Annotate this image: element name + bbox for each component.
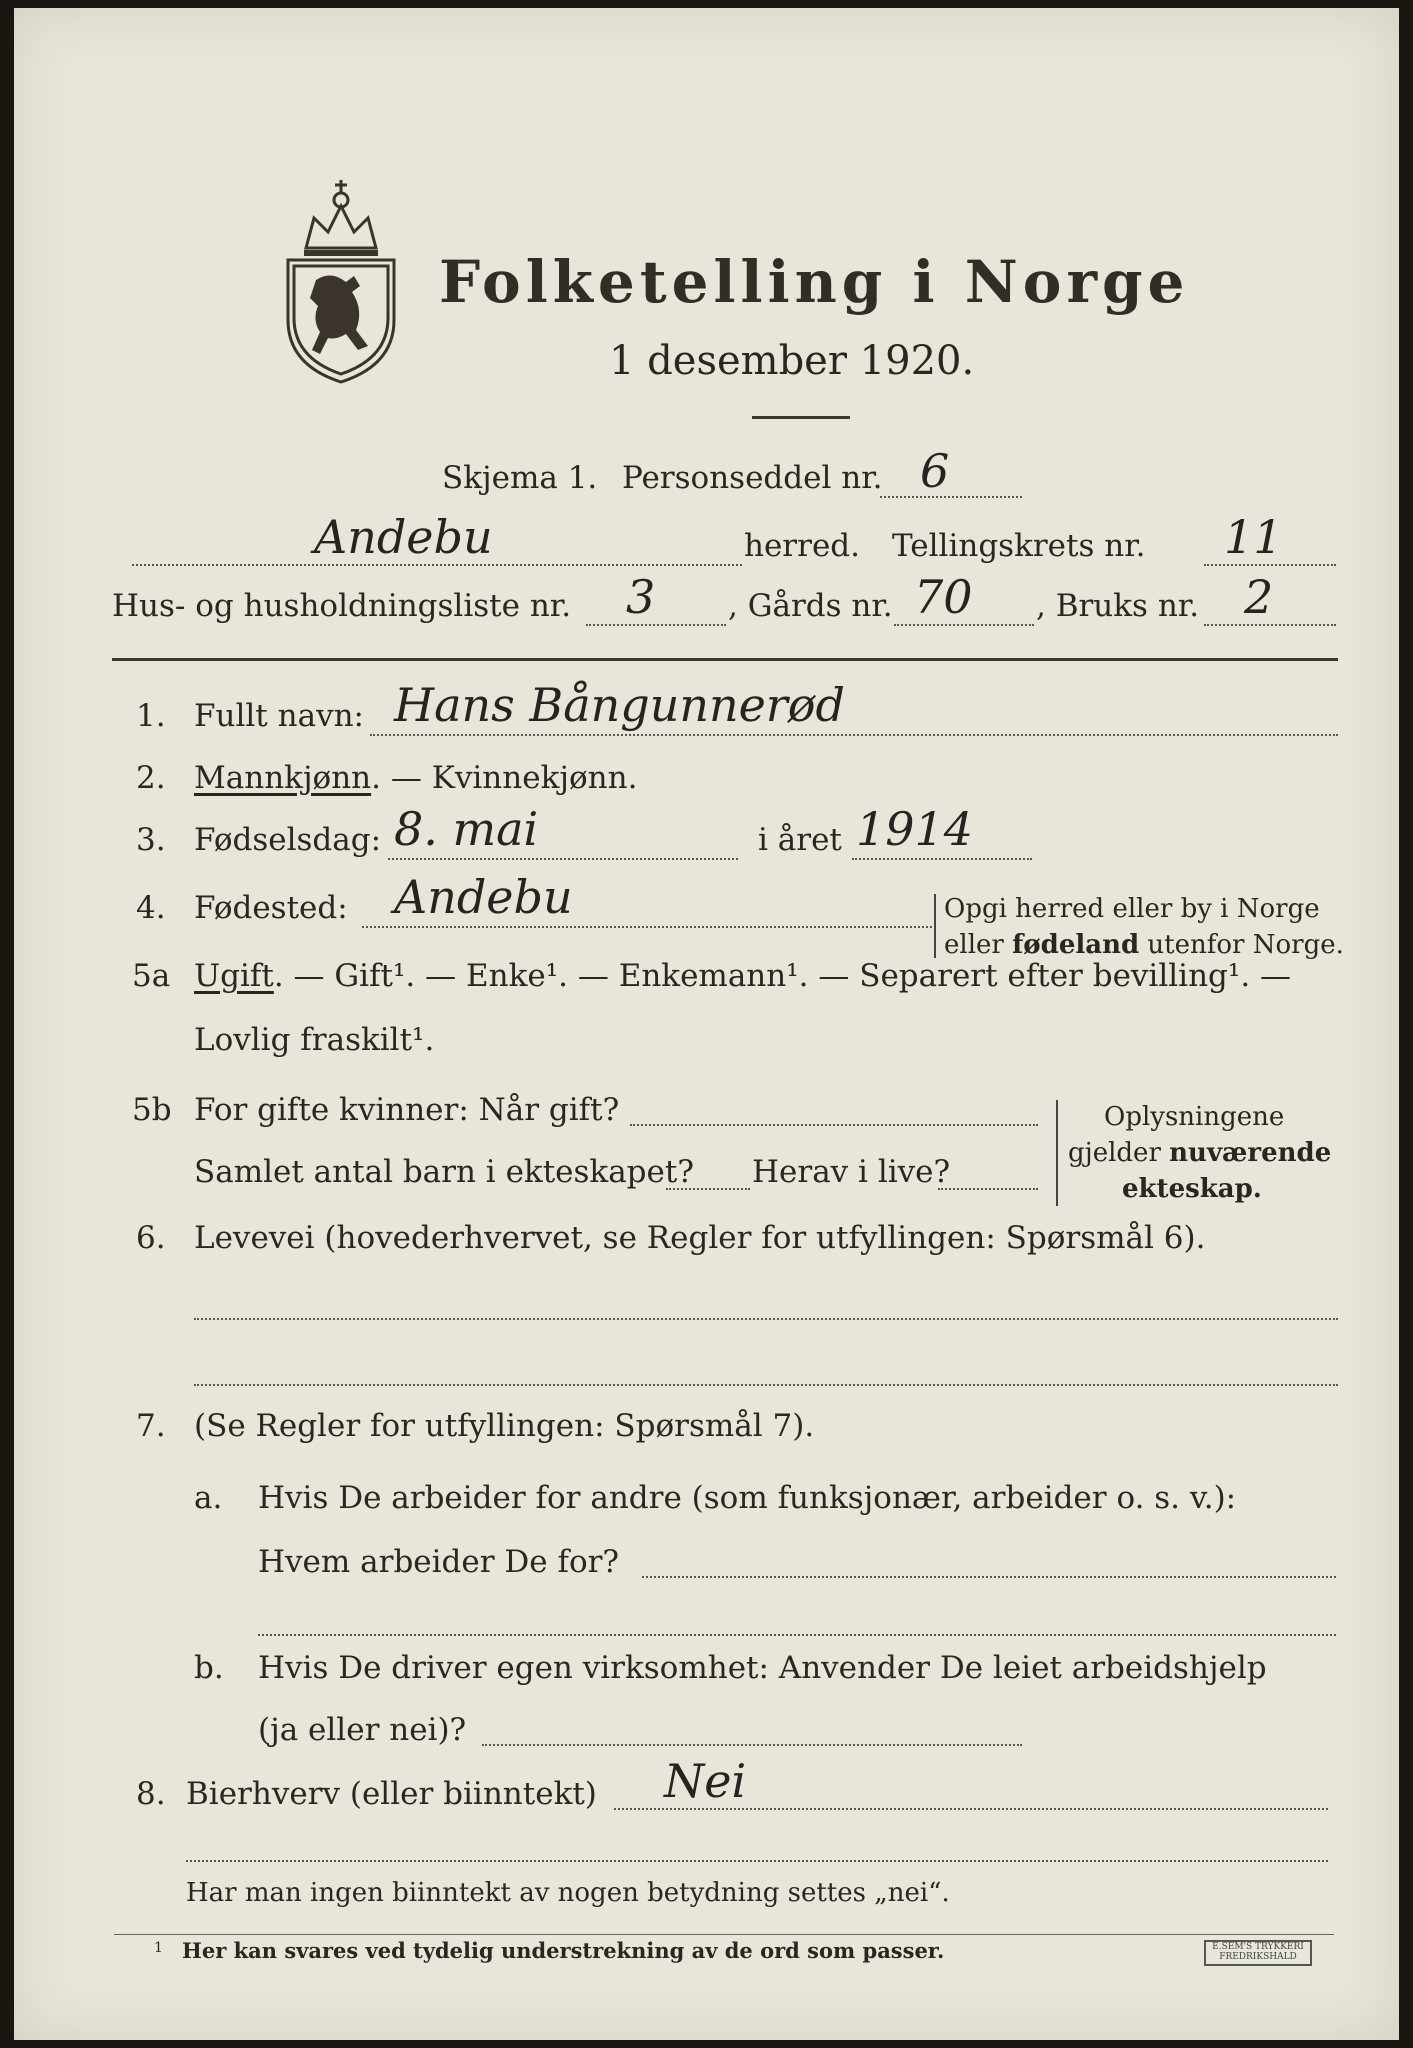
hus-value: 3 (626, 570, 656, 624)
header-rule (112, 658, 1338, 661)
footnote-text: Her kan svares ved tydelig understrekning av de ord som passer. (182, 1938, 945, 1963)
q5b-note-line3: ekteskap. (1122, 1174, 1262, 1204)
q5a-other-options: . — Gift¹. — Enke¹. — Enkemann¹. — Separert efter bevilling¹. — (273, 958, 1292, 994)
q2-separator: . — (371, 760, 432, 796)
q6-line1 (194, 1318, 1338, 1320)
q4-line (362, 926, 932, 928)
q4-note-line2: eller fødeland utenfor Norge. (944, 930, 1344, 960)
q2-end: . (627, 760, 638, 796)
q1-number: 1. (136, 698, 166, 734)
q6-label: Levevei (hovederhvervet, se Regler for utfyllingen: Spørsmål 6). (194, 1220, 1206, 1256)
tellingskrets-label: Tellingskrets nr. (892, 528, 1146, 564)
q4-note-brace (934, 894, 936, 958)
printer-stamp: E.SEM'S TRYKKERI FREDRIKSHALD (1204, 1940, 1312, 1966)
q3-label: Fødselsdag: (194, 822, 382, 858)
q5b-number: 5b (132, 1092, 172, 1128)
footnote-mark: 1 (154, 1940, 163, 1956)
q4-label: Fødested: (194, 890, 348, 926)
bruks-line (1204, 624, 1336, 626)
form-title: Folketelling i Norge (439, 248, 1190, 316)
personseddel-value: 6 (920, 444, 950, 498)
hus-line (586, 624, 726, 626)
q7a-label2: Hvem arbeider De for? (258, 1544, 620, 1580)
q7b-line (482, 1744, 1022, 1746)
tellingskrets-line (1204, 564, 1336, 566)
q5a-ugift-option: Ugift (194, 958, 274, 994)
q2-number: 2. (136, 760, 166, 796)
q5b-label1: For gifte kvinner: Når gift? (194, 1092, 620, 1128)
gards-line (894, 624, 1034, 626)
q7b-label2: (ja eller nei)? (258, 1712, 467, 1748)
q7-number: 7. (136, 1408, 166, 1444)
gards-value: 70 (914, 570, 973, 624)
q1-line (370, 734, 1338, 736)
q5a-number: 5a (132, 958, 171, 994)
q5b-married-line (630, 1124, 1038, 1126)
gards-label: , Gårds nr. (728, 588, 893, 624)
q5b-label3: Herav i live? (752, 1154, 951, 1190)
q4-note-line1: Opgi herred eller by i Norge (944, 894, 1320, 924)
q8-label: Bierhverv (eller biinntekt) (186, 1776, 597, 1812)
q8-value: Nei (664, 1754, 747, 1808)
q5b-children-line (666, 1188, 750, 1190)
q3-year-line (852, 858, 1032, 860)
q5b-note-line1: Oplysningene (1104, 1102, 1285, 1132)
q7b-letter: b. (194, 1650, 224, 1686)
schema-label: Skjema 1. (442, 460, 598, 496)
q2-female-option: Kvinnekjønn (431, 760, 628, 796)
q4-birthplace: Andebu (394, 870, 573, 924)
herred-value: Andebu (314, 510, 493, 564)
q5b-alive-line (938, 1188, 1038, 1190)
q3-year: 1914 (856, 802, 974, 856)
q7b-label1: Hvis De driver egen virksomhet: Anvender De leiet arbeidshjelp (258, 1650, 1267, 1686)
q5b-label2: Samlet antal barn i ekteskapet? (194, 1154, 694, 1190)
q3-year-label: i året (758, 822, 842, 858)
herred-label: herred. (744, 528, 860, 564)
census-form-sheet (14, 8, 1399, 2040)
q5a-options (194, 958, 1291, 994)
q2-male-option: Mannkjønn (194, 760, 372, 796)
q7a-line2 (258, 1634, 1336, 1636)
q3-line (388, 858, 738, 860)
title-divider (752, 416, 850, 419)
q1-full-name: Hans Bångunnerød (394, 678, 845, 732)
herred-line (132, 564, 742, 566)
q7a-letter: a. (194, 1480, 223, 1516)
census-date: 1 desember 1920. (609, 338, 975, 384)
q2-options (194, 760, 637, 796)
q6-number: 6. (136, 1220, 166, 1256)
q5b-note-line2: gjelder nuværende (1068, 1138, 1332, 1168)
personseddel-line (880, 496, 1022, 498)
q6-line2 (194, 1384, 1338, 1386)
bruks-value: 2 (1244, 570, 1274, 624)
q4-number: 4. (136, 890, 166, 926)
tellingskrets-value: 11 (1224, 510, 1283, 564)
q7-label: (Se Regler for utfyllingen: Spørsmål 7). (194, 1408, 815, 1444)
q8-number: 8. (136, 1776, 166, 1812)
personseddel-label: Personseddel nr. (622, 460, 883, 496)
q5a-line2: Lovlig fraskilt¹. (194, 1022, 435, 1058)
q3-number: 3. (136, 822, 166, 858)
q3-birthday: 8. mai (394, 802, 539, 856)
hus-label: Hus- og husholdningsliste nr. (112, 588, 572, 624)
q7a-label1: Hvis De arbeider for andre (som funksjonær, arbeider o. s. v.): (258, 1480, 1237, 1516)
q1-label: Fullt navn: (194, 698, 364, 734)
q8-note: Har man ingen biinntekt av nogen betydning settes „nei“. (186, 1878, 950, 1908)
q8-line (614, 1808, 1328, 1810)
footnote-rule (114, 1934, 1334, 1935)
q7a-line1 (642, 1576, 1336, 1578)
q8-line2 (186, 1860, 1328, 1862)
norwegian-coat-of-arms-icon (276, 170, 406, 386)
q5b-note-brace (1056, 1100, 1058, 1206)
bruks-label: , Bruks nr. (1036, 588, 1200, 624)
